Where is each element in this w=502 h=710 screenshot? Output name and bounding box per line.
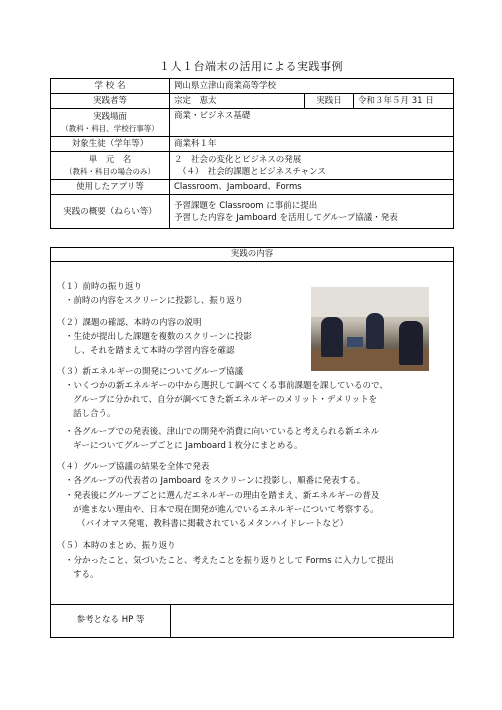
scene-label: 実践場面 <box>92 111 127 122</box>
classroom-photo <box>311 287 429 371</box>
content-line: ・各グループでの発表後、津山での開発や消費に向いていると考えられる新エネル <box>65 427 380 437</box>
content-line: （４）グループ協議の結果を全体で発表 <box>57 462 210 472</box>
content-line: （５）本時のまとめ、振り返り <box>57 541 176 551</box>
content-line: ・各グループの代表者の Jamboard をスクリーンに投影し、順番に発表する。 <box>65 476 366 486</box>
content-line: （バイオマス発電、教科書に掲載されているメタンハイドレートなど） <box>77 519 349 529</box>
page-title: １人１台端末の活用による実践事例 <box>159 60 343 73</box>
unit-label: 単 元 名 <box>88 154 132 165</box>
scene-label-cell <box>51 109 170 137</box>
content-line: が進まない理由や、日本で現在開発が進んでいるエネルギーについて考察する。 <box>73 505 379 515</box>
unit-value-2: （４） 社会的課題とビジネスチャンス <box>178 166 326 177</box>
teacher-value: 宗定 恵太 <box>170 94 305 109</box>
content-line: ギーについてグループごとに Jamboard１枚分にまとめる。 <box>73 441 303 451</box>
content-line: する。 <box>73 570 99 580</box>
photo-student-2 <box>366 313 384 349</box>
date-label: 実践日 <box>305 94 354 109</box>
school-value: 岡山県立津山商業高等学校 <box>170 79 454 94</box>
content-line: ・生徒が提出した課題を複数のスクリーンに投影 <box>65 332 252 342</box>
content-line: ・分かったこと、気づいたこと、考えたことを振り返りとして Forms に入力して提出 <box>65 556 394 566</box>
overview-value-cell <box>170 195 454 229</box>
content-line: し、それを踏まえて本時の学習内容を確認 <box>73 346 235 356</box>
scene-value: 商業・ビジネス基礎 <box>170 109 454 137</box>
content-line: ・前時の内容をスクリーンに投影し、振り返り <box>65 296 244 306</box>
photo-student-3 <box>399 321 423 365</box>
apps-value: Classroom、Jamboard、Forms <box>170 180 454 195</box>
photo-laptop-screen <box>347 337 363 347</box>
photo-wall <box>311 287 429 317</box>
content-line: グループに分かれて、自分が調べてきた新エネルギーのメリット・デメリットを <box>73 395 378 405</box>
unit-label-cell <box>51 152 170 180</box>
overview-value-1: 予習課題を Classroom に事前に提出 <box>174 200 318 211</box>
info-table <box>50 78 454 229</box>
scene-sub: （教科・科目、学校行事等） <box>61 123 159 133</box>
content-line: ・いくつかの新エネルギーの中から選択して調べてくる事前課題を課しているので、 <box>65 381 388 391</box>
reference-row <box>50 604 454 638</box>
school-label: 学 校 名 <box>51 79 170 94</box>
unit-value-1: ２ 社会の変化とビジネスの発展 <box>174 154 302 165</box>
unit-sub: （教科・科目の場合のみ） <box>65 166 155 176</box>
target-value: 商業科１年 <box>170 137 454 152</box>
content-line: （２）課題の確認、本時の内容の説明 <box>57 318 202 328</box>
apps-label: 使用したアプリ等 <box>51 180 170 195</box>
reference-label: 参考となる HP 等 <box>51 604 171 637</box>
photo-student-1 <box>321 317 343 357</box>
content-line: （１）前時の振り返り <box>57 282 143 292</box>
target-label: 対象生徒（学年等） <box>51 137 170 152</box>
content-header: 実践の内容 <box>50 247 454 262</box>
unit-value-cell <box>170 152 454 180</box>
overview-label: 実践の概要（ねらい等） <box>51 195 170 229</box>
content-line: （３）新エネルギーの開発についてグループ協議 <box>57 367 244 377</box>
content-line: ・発表後にグループごとに選んだエネルギーの理由を踏まえ、新エネルギーの普及 <box>65 491 380 501</box>
teacher-label: 実践者等 <box>51 94 170 109</box>
date-value: 令和３年５月 31 日 <box>354 94 454 109</box>
content-line: 話し合う。 <box>73 409 116 419</box>
overview-value-2: 予習した内容を Jamboard を活用してグループ協議・発表 <box>174 212 398 223</box>
